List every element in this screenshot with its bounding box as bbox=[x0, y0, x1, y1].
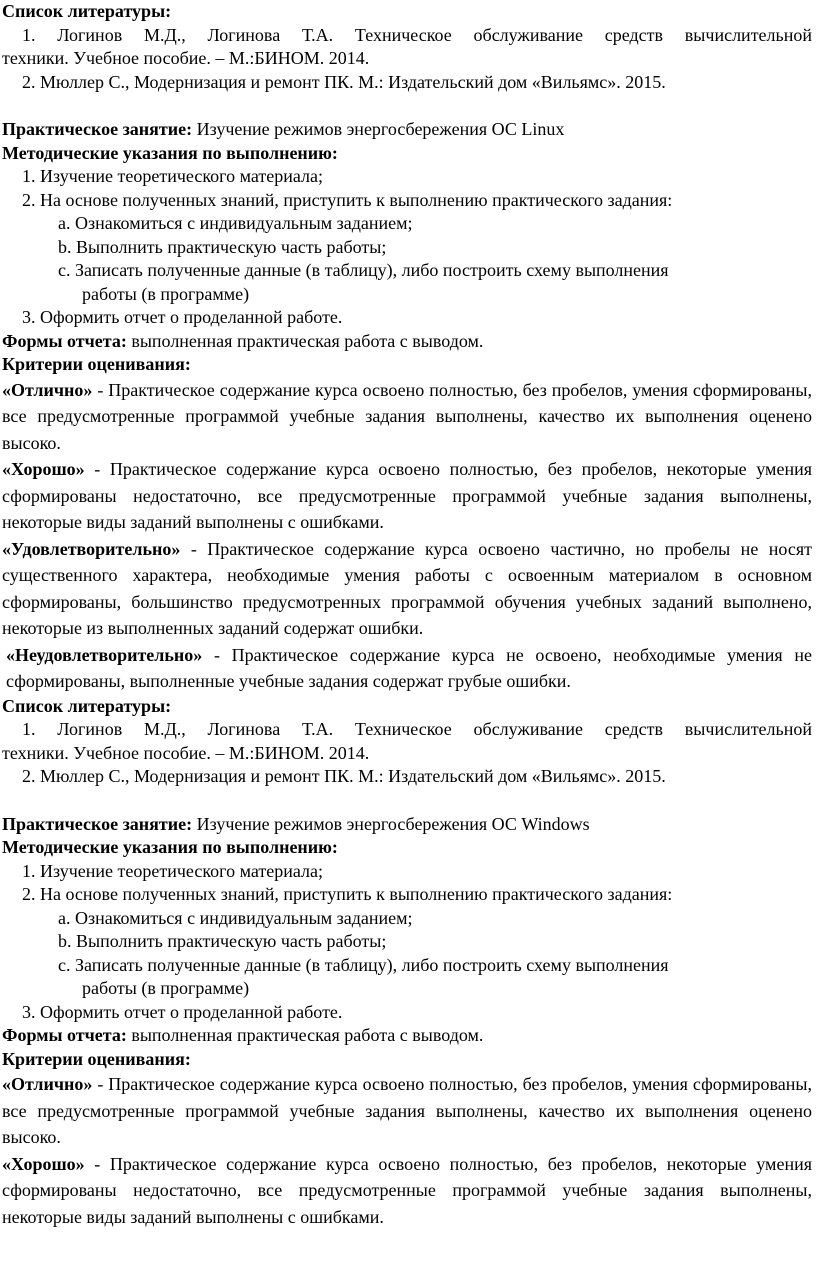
reference-item: 2. Мюллер С., Модернизация и ремонт ПК. М.: Издательский дом «Вильямс». 2015. bbox=[22, 766, 666, 786]
criterion-paragraph: «Неудовлетворительно» - Практическое содержание курса не освоено, необходимые умения не сформированы, выполненные учебные задания содержат грубые ошибки. bbox=[6, 644, 812, 691]
practice-title: Практическое занятие: Изучение режимов энергосбережения ОС Windows bbox=[2, 813, 590, 834]
reference-item: 1. Логинов М.Д., Логинова Т.А. Техническое обслуживание средств вычислительной техники. Учебное пособие. – М.:БИНОМ. 2014. bbox=[2, 719, 813, 763]
substep-item: c. Записать полученные данные (в таблицу), либо построить схему выполнения bbox=[58, 260, 669, 280]
substep-item: c. Записать полученные данные (в таблицу), либо построить схему выполнения bbox=[58, 954, 669, 975]
substep-item: a. Ознакомиться с индивидуальным заданием; bbox=[58, 213, 413, 233]
criterion-paragraph: «Удовлетворительно» - Практическое содержание курса освоено частично, но пробелы не носят существенного характера, необходимые умения работы с освоенным материалом в основном сформированы, большинство предусмотренных программой обучения учебных заданий выполнено, некоторые из выполненных заданий содержат ошибки. bbox=[2, 538, 812, 638]
substep-item: b. Выполнить практическую часть работы; bbox=[58, 236, 387, 257]
substep-item: b. Выполнить практическую часть работы; bbox=[58, 931, 387, 951]
step-item: 1. Изучение теоретического материала; bbox=[22, 166, 324, 186]
forms-line: Формы отчета: выполненная практическая работа с выводом. bbox=[2, 1025, 484, 1045]
step-item: 1. Изучение теоретического материала; bbox=[22, 860, 324, 881]
reference-item: 2. Мюллер С., Модернизация и ремонт ПК. М.: Издательский дом «Вильямс». 2015. bbox=[22, 71, 666, 92]
forms-line: Формы отчета: выполненная практическая работа с выводом. bbox=[2, 330, 484, 351]
criterion-paragraph: «Отлично» - Практическое содержание курса освоено полностью, без пробелов, умения сформированы, все предусмотренные программой учебные задания выполнены, качество их выполнения оценено высоко. bbox=[2, 1074, 812, 1147]
practice-title: Практическое занятие: Изучение режимов энергосбережения ОС Linux bbox=[2, 119, 565, 139]
references-heading: Список литературы: bbox=[2, 695, 172, 716]
method-heading: Методические указания по выполнению: bbox=[2, 837, 338, 857]
criteria-heading: Критерии оценивания: bbox=[2, 1048, 191, 1069]
criterion-paragraph: «Хорошо» - Практическое содержание курса освоено полностью, без пробелов, некоторые умения сформированы недостаточно, все предусмотренные программой учебные задания выполнены, некоторые виды заданий выполнены с ошибками. bbox=[2, 1153, 812, 1227]
substep-continuation: работы (в программе) bbox=[82, 283, 250, 304]
substep-continuation: работы (в программе) bbox=[82, 978, 250, 998]
method-heading: Методические указания по выполнению: bbox=[2, 142, 338, 163]
step-item: 2. На основе полученных знаний, приступить к выполнению практического задания: bbox=[22, 884, 673, 904]
substep-item: a. Ознакомиться с индивидуальным заданием; bbox=[58, 907, 413, 928]
references-heading: Список литературы: bbox=[2, 1, 172, 21]
criteria-heading: Критерии оценивания: bbox=[2, 354, 191, 374]
step-item: 3. Оформить отчет о проделанной работе. bbox=[22, 307, 343, 327]
criterion-paragraph: «Хорошо» - Практическое содержание курса освоено полностью, без пробелов, некоторые умения сформированы недостаточно, все предусмотренные программой учебные задания выполнены, некоторые виды заданий выполнены с ошибками. bbox=[2, 459, 812, 532]
step-item: 3. Оформить отчет о проделанной работе. bbox=[22, 1001, 343, 1022]
step-item: 2. На основе полученных знаний, приступить к выполнению практического задания: bbox=[22, 189, 673, 210]
reference-item: 1. Логинов М.Д., Логинова Т.А. Техническое обслуживание средств вычислительной техники. Учебное пособие. – М.:БИНОМ. 2014. bbox=[2, 24, 813, 68]
criterion-paragraph: «Отлично» - Практическое содержание курса освоено полностью, без пробелов, умения сформированы, все предусмотренные программой учебные задания выполнены, качество их выполнения оценено высоко. bbox=[2, 379, 812, 453]
